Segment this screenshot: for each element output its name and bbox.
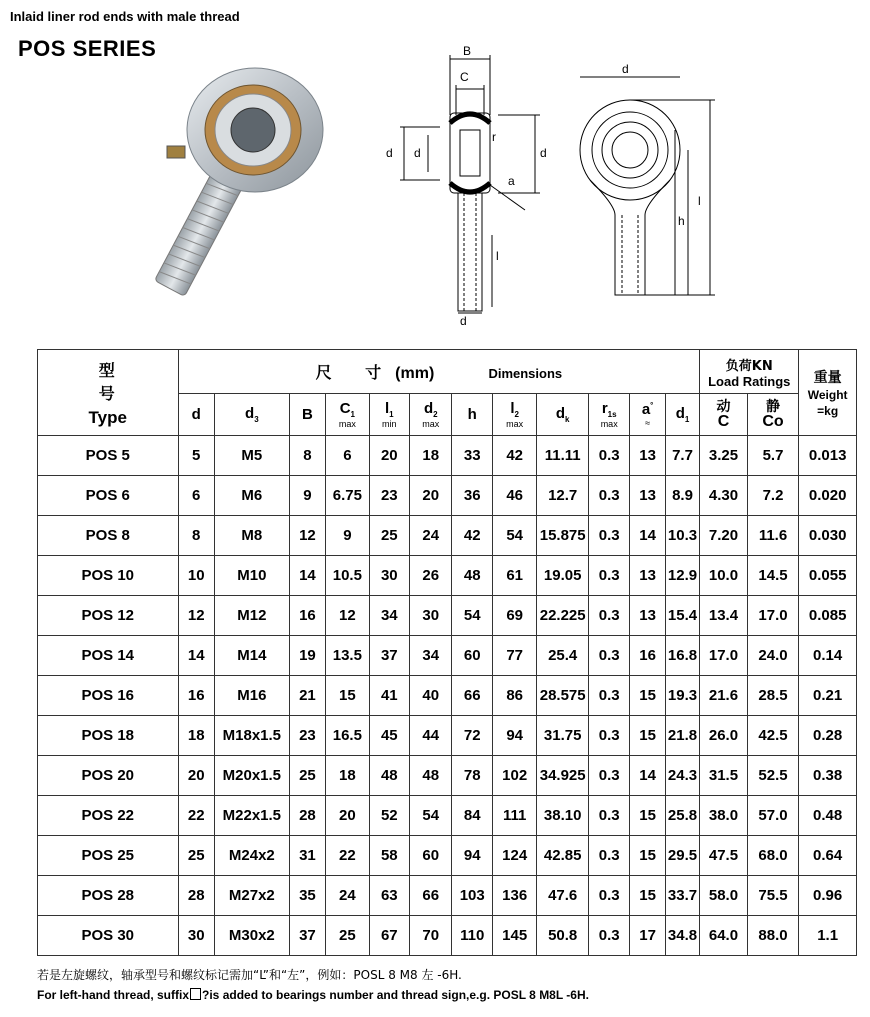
value-cell: 7.2 xyxy=(747,476,799,516)
value-cell: 88.0 xyxy=(747,916,799,956)
value-cell: 18 xyxy=(178,716,214,756)
value-cell: 15.4 xyxy=(665,596,699,636)
table-row xyxy=(38,516,857,556)
value-cell: 25 xyxy=(178,836,214,876)
value-cell: 5 xyxy=(178,436,214,476)
value-cell: 8.9 xyxy=(665,476,699,516)
col-l1: $l_1$ min xyxy=(369,394,409,436)
value-cell: 60 xyxy=(452,636,492,676)
value-cell: 40 xyxy=(410,676,452,716)
type-cell: POS 5 xyxy=(38,436,179,476)
type-cell: POS 30 xyxy=(38,916,179,956)
value-cell: 0.030 xyxy=(799,516,857,556)
value-cell: 3.25 xyxy=(700,436,748,476)
page-subtitle: Inlaid liner rod ends with male thread xyxy=(10,9,240,24)
value-cell: 16 xyxy=(178,676,214,716)
value-cell: 13.5 xyxy=(326,636,369,676)
value-cell: 14 xyxy=(630,756,665,796)
value-cell: 36 xyxy=(452,476,492,516)
col-dk: $d_k$ xyxy=(537,394,589,436)
note-english: For left-hand thread, suffix ?is added to bearings number and thread sign,e.g. POSL 8 M8L -6H. xyxy=(37,988,589,1002)
value-cell: 10.3 xyxy=(665,516,699,556)
label-a: a xyxy=(508,174,515,188)
value-cell: 58.0 xyxy=(700,876,748,916)
value-cell: 28.575 xyxy=(537,676,589,716)
type-cell: POS 25 xyxy=(38,836,179,876)
value-cell: 94 xyxy=(492,716,536,756)
value-cell: 0.3 xyxy=(588,436,629,476)
value-cell: 12 xyxy=(178,596,214,636)
value-cell: 124 xyxy=(492,836,536,876)
value-cell: 0.96 xyxy=(799,876,857,916)
value-cell: 25 xyxy=(326,916,369,956)
value-cell: 23 xyxy=(289,716,325,756)
value-cell: 16.5 xyxy=(326,716,369,756)
value-cell: 0.14 xyxy=(799,636,857,676)
value-cell: 33 xyxy=(452,436,492,476)
table-row xyxy=(38,756,857,796)
value-cell: 8 xyxy=(178,516,214,556)
col-d3: $d_3$ xyxy=(214,394,289,436)
value-cell: 25 xyxy=(289,756,325,796)
value-cell: 34 xyxy=(369,596,409,636)
value-cell: 28 xyxy=(178,876,214,916)
value-cell: M16 xyxy=(214,676,289,716)
value-cell: 34 xyxy=(410,636,452,676)
value-cell: 38.10 xyxy=(537,796,589,836)
dimensions-header: 尺 寸(mm) Dimensions xyxy=(178,350,700,394)
value-cell: M22x1.5 xyxy=(214,796,289,836)
load-ratings-header: 负荷KN Load Ratings xyxy=(700,350,799,394)
value-cell: 48 xyxy=(369,756,409,796)
type-cell: POS 8 xyxy=(38,516,179,556)
label-d: d xyxy=(414,146,421,160)
value-cell: 48 xyxy=(452,556,492,596)
value-cell: 84 xyxy=(452,796,492,836)
value-cell: 30 xyxy=(410,596,452,636)
value-cell: 68.0 xyxy=(747,836,799,876)
value-cell: 20 xyxy=(326,796,369,836)
value-cell: 11.11 xyxy=(537,436,589,476)
label-h: h xyxy=(678,214,685,228)
value-cell: 13 xyxy=(630,476,665,516)
value-cell: 47.5 xyxy=(700,836,748,876)
value-cell: 17.0 xyxy=(747,596,799,636)
value-cell: 28.5 xyxy=(747,676,799,716)
value-cell: 58 xyxy=(369,836,409,876)
value-cell: M6 xyxy=(214,476,289,516)
label-d1: d xyxy=(386,146,393,160)
value-cell: M27x2 xyxy=(214,876,289,916)
value-cell: 18 xyxy=(410,436,452,476)
value-cell: 20 xyxy=(410,476,452,516)
table-row xyxy=(38,476,857,516)
value-cell: 0.3 xyxy=(588,836,629,876)
value-cell: 0.3 xyxy=(588,516,629,556)
front-drawing xyxy=(570,55,730,305)
value-cell: 26 xyxy=(410,556,452,596)
value-cell: M10 xyxy=(214,556,289,596)
value-cell: 10 xyxy=(178,556,214,596)
value-cell: 0.085 xyxy=(799,596,857,636)
label-C1: C xyxy=(460,70,469,84)
value-cell: 15 xyxy=(630,836,665,876)
value-cell: 25 xyxy=(369,516,409,556)
value-cell: 13.4 xyxy=(700,596,748,636)
value-cell: 72 xyxy=(452,716,492,756)
value-cell: 15 xyxy=(630,876,665,916)
value-cell: 25.4 xyxy=(537,636,589,676)
value-cell: M5 xyxy=(214,436,289,476)
value-cell: 9 xyxy=(289,476,325,516)
value-cell: 6 xyxy=(178,476,214,516)
value-cell: 0.3 xyxy=(588,916,629,956)
value-cell: 44 xyxy=(410,716,452,756)
table-row xyxy=(38,836,857,876)
value-cell: 47.6 xyxy=(537,876,589,916)
table-row xyxy=(38,636,857,676)
value-cell: 5.7 xyxy=(747,436,799,476)
value-cell: 54 xyxy=(410,796,452,836)
value-cell: 66 xyxy=(410,876,452,916)
value-cell: 11.6 xyxy=(747,516,799,556)
value-cell: 26.0 xyxy=(700,716,748,756)
col-dynamic-load: 动 C xyxy=(700,394,748,436)
value-cell: 7.20 xyxy=(700,516,748,556)
value-cell: 31.5 xyxy=(700,756,748,796)
value-cell: 14 xyxy=(630,516,665,556)
value-cell: 25.8 xyxy=(665,796,699,836)
value-cell: 31.75 xyxy=(537,716,589,756)
value-cell: 0.48 xyxy=(799,796,857,836)
value-cell: 102 xyxy=(492,756,536,796)
value-cell: 54 xyxy=(492,516,536,556)
value-cell: 0.3 xyxy=(588,636,629,676)
type-cell: POS 12 xyxy=(38,596,179,636)
value-cell: 94 xyxy=(452,836,492,876)
value-cell: M24x2 xyxy=(214,836,289,876)
type-cell: POS 28 xyxy=(38,876,179,916)
value-cell: 6.75 xyxy=(326,476,369,516)
type-cell: POS 20 xyxy=(38,756,179,796)
value-cell: 28 xyxy=(289,796,325,836)
value-cell: 136 xyxy=(492,876,536,916)
value-cell: 103 xyxy=(452,876,492,916)
value-cell: 29.5 xyxy=(665,836,699,876)
weight-header: 重量 Weight =kg xyxy=(799,350,857,436)
note-chinese: 若是左旋螺纹，轴承型号和螺纹标记需加“L”和“左”，例如：POSL 8 M8 左 -6H. xyxy=(37,968,462,982)
label-d2: d xyxy=(622,62,629,76)
value-cell: 61 xyxy=(492,556,536,596)
value-cell: 42 xyxy=(492,436,536,476)
value-cell: 64.0 xyxy=(700,916,748,956)
value-cell: 42.85 xyxy=(537,836,589,876)
value-cell: 13 xyxy=(630,596,665,636)
value-cell: M12 xyxy=(214,596,289,636)
value-cell: 22 xyxy=(326,836,369,876)
value-cell: 20 xyxy=(369,436,409,476)
value-cell: 0.3 xyxy=(588,756,629,796)
col-l2: $l_2$ max xyxy=(492,394,536,436)
value-cell: 14 xyxy=(178,636,214,676)
value-cell: 0.020 xyxy=(799,476,857,516)
value-cell: 7.7 xyxy=(665,436,699,476)
value-cell: 24 xyxy=(326,876,369,916)
value-cell: 6 xyxy=(326,436,369,476)
value-cell: 0.013 xyxy=(799,436,857,476)
value-cell: 24.3 xyxy=(665,756,699,796)
value-cell: 0.3 xyxy=(588,796,629,836)
value-cell: 10.5 xyxy=(326,556,369,596)
value-cell: 37 xyxy=(369,636,409,676)
label-dk: d xyxy=(540,146,547,160)
table-row xyxy=(38,596,857,636)
value-cell: 0.64 xyxy=(799,836,857,876)
value-cell: 19 xyxy=(289,636,325,676)
value-cell: 110 xyxy=(452,916,492,956)
value-cell: 34.925 xyxy=(537,756,589,796)
value-cell: 69 xyxy=(492,596,536,636)
col-d2: $d_2$ max xyxy=(410,394,452,436)
label-d3: d xyxy=(460,314,467,325)
label-l2: l xyxy=(698,194,701,208)
value-cell: 14 xyxy=(289,556,325,596)
value-cell: 15 xyxy=(630,796,665,836)
value-cell: 21 xyxy=(289,676,325,716)
value-cell: 15 xyxy=(326,676,369,716)
value-cell: 50.8 xyxy=(537,916,589,956)
suffix-box xyxy=(190,988,201,1000)
value-cell: 38.0 xyxy=(700,796,748,836)
value-cell: 12.9 xyxy=(665,556,699,596)
type-cell: POS 18 xyxy=(38,716,179,756)
value-cell: 13 xyxy=(630,556,665,596)
value-cell: 30 xyxy=(369,556,409,596)
table-row xyxy=(38,436,857,476)
value-cell: M30x2 xyxy=(214,916,289,956)
col-a: a° ≈ xyxy=(630,394,665,436)
value-cell: 34.8 xyxy=(665,916,699,956)
value-cell: 111 xyxy=(492,796,536,836)
value-cell: 20 xyxy=(178,756,214,796)
value-cell: M8 xyxy=(214,516,289,556)
value-cell: 0.3 xyxy=(588,716,629,756)
table-row xyxy=(38,676,857,716)
value-cell: 17.0 xyxy=(700,636,748,676)
value-cell: 12 xyxy=(326,596,369,636)
value-cell: 9 xyxy=(326,516,369,556)
section-drawing xyxy=(380,45,560,325)
value-cell: 16 xyxy=(289,596,325,636)
type-header: 型 号 Type xyxy=(38,350,179,436)
table-row xyxy=(38,916,857,956)
value-cell: 16.8 xyxy=(665,636,699,676)
value-cell: 145 xyxy=(492,916,536,956)
value-cell: 86 xyxy=(492,676,536,716)
value-cell: 0.3 xyxy=(588,676,629,716)
value-cell: 57.0 xyxy=(747,796,799,836)
value-cell: 0.3 xyxy=(588,596,629,636)
value-cell: 15.875 xyxy=(537,516,589,556)
value-cell: 14.5 xyxy=(747,556,799,596)
value-cell: 15 xyxy=(630,676,665,716)
value-cell: 60 xyxy=(410,836,452,876)
value-cell: 22.225 xyxy=(537,596,589,636)
value-cell: 46 xyxy=(492,476,536,516)
value-cell: 8 xyxy=(289,436,325,476)
dimension-table xyxy=(37,349,857,956)
value-cell: 4.30 xyxy=(700,476,748,516)
value-cell: 17 xyxy=(630,916,665,956)
type-cell: POS 10 xyxy=(38,556,179,596)
value-cell: 12 xyxy=(289,516,325,556)
value-cell: 66 xyxy=(452,676,492,716)
value-cell: 21.8 xyxy=(665,716,699,756)
value-cell: M20x1.5 xyxy=(214,756,289,796)
value-cell: 1.1 xyxy=(799,916,857,956)
value-cell: M14 xyxy=(214,636,289,676)
value-cell: 0.21 xyxy=(799,676,857,716)
table-row xyxy=(38,796,857,836)
value-cell: 42.5 xyxy=(747,716,799,756)
table-row xyxy=(38,556,857,596)
type-cell: POS 14 xyxy=(38,636,179,676)
col-static-load: 静 Co xyxy=(747,394,799,436)
label-B: B xyxy=(463,45,472,58)
value-cell: 13 xyxy=(630,436,665,476)
label-l1: l xyxy=(496,249,499,263)
type-cell: POS 16 xyxy=(38,676,179,716)
value-cell: 0.28 xyxy=(799,716,857,756)
col-d1: $d_1$ xyxy=(665,394,699,436)
value-cell: 0.3 xyxy=(588,556,629,596)
value-cell: 12.7 xyxy=(537,476,589,516)
value-cell: 70 xyxy=(410,916,452,956)
rod-end-photo xyxy=(95,60,335,325)
table-row xyxy=(38,876,857,916)
value-cell: 0.38 xyxy=(799,756,857,796)
value-cell: 33.7 xyxy=(665,876,699,916)
series-title: POS SERIES xyxy=(18,36,157,61)
value-cell: 30 xyxy=(178,916,214,956)
value-cell: 77 xyxy=(492,636,536,676)
value-cell: 19.05 xyxy=(537,556,589,596)
value-cell: 15 xyxy=(630,716,665,756)
value-cell: 24.0 xyxy=(747,636,799,676)
value-cell: 63 xyxy=(369,876,409,916)
value-cell: 16 xyxy=(630,636,665,676)
col-C1: $C_1$ max xyxy=(326,394,369,436)
value-cell: 54 xyxy=(452,596,492,636)
value-cell: 75.5 xyxy=(747,876,799,916)
col-h: h xyxy=(452,394,492,436)
type-cell: POS 22 xyxy=(38,796,179,836)
value-cell: 22 xyxy=(178,796,214,836)
col-d: d xyxy=(178,394,214,436)
value-cell: 45 xyxy=(369,716,409,756)
value-cell: 52.5 xyxy=(747,756,799,796)
value-cell: 78 xyxy=(452,756,492,796)
value-cell: 37 xyxy=(289,916,325,956)
value-cell: 0.055 xyxy=(799,556,857,596)
type-cell: POS 6 xyxy=(38,476,179,516)
value-cell: 35 xyxy=(289,876,325,916)
value-cell: 23 xyxy=(369,476,409,516)
value-cell: 19.3 xyxy=(665,676,699,716)
value-cell: 0.3 xyxy=(588,476,629,516)
value-cell: 41 xyxy=(369,676,409,716)
value-cell: 18 xyxy=(326,756,369,796)
col-r1s: $r_{1s}$ max xyxy=(588,394,629,436)
value-cell: 10.0 xyxy=(700,556,748,596)
value-cell: 31 xyxy=(289,836,325,876)
label-r1s: r xyxy=(492,130,496,144)
value-cell: 42 xyxy=(452,516,492,556)
value-cell: 52 xyxy=(369,796,409,836)
value-cell: 24 xyxy=(410,516,452,556)
value-cell: 67 xyxy=(369,916,409,956)
value-cell: M18x1.5 xyxy=(214,716,289,756)
value-cell: 48 xyxy=(410,756,452,796)
col-B: B xyxy=(289,394,325,436)
value-cell: 0.3 xyxy=(588,876,629,916)
table-row xyxy=(38,716,857,756)
value-cell: 21.6 xyxy=(700,676,748,716)
